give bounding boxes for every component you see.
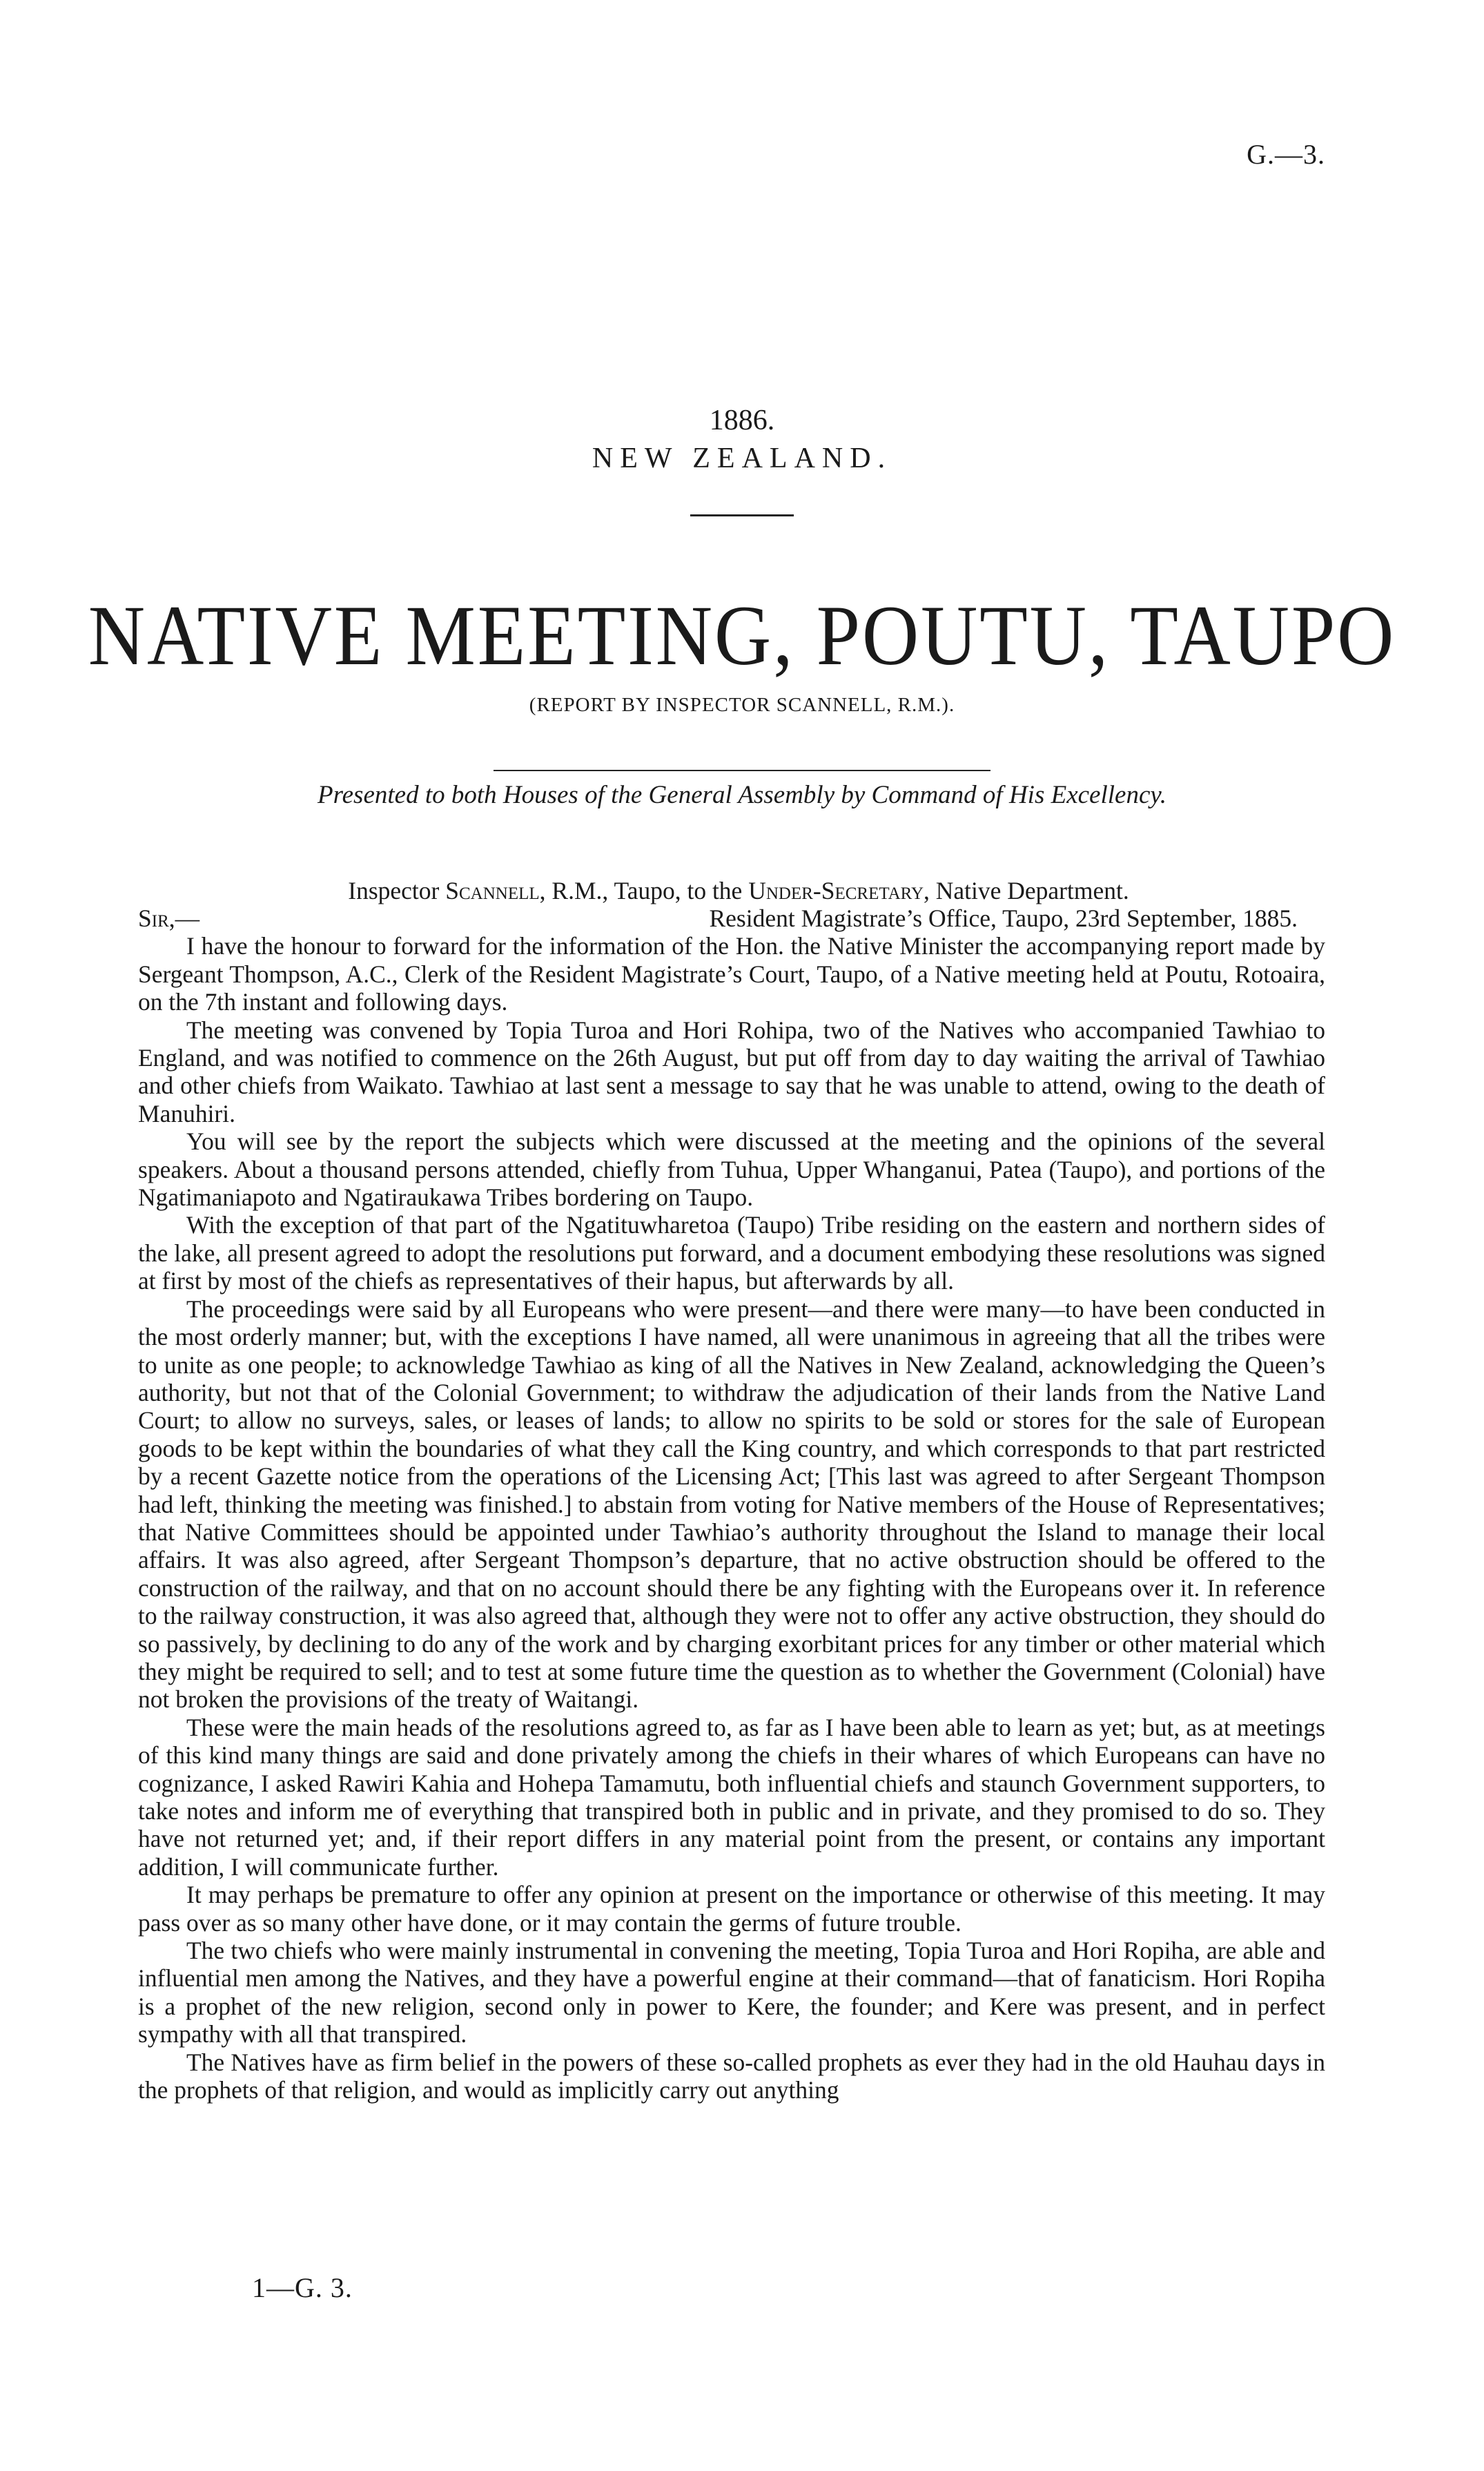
- page-signature: 1—G. 3.: [252, 2272, 353, 2303]
- salutation-line: [138, 904, 1325, 932]
- title-divider: [690, 514, 794, 516]
- address-name: Scannell: [445, 877, 540, 904]
- letter-office-date: Resident Magistrate’s Office, Taupo, 23rd September, 1885.: [709, 904, 1298, 933]
- paragraph: The Natives have as firm belief in the powers of these so-called prophets as ever they had in the old Hauhau days in the prophets of that religion, and would as implicitly carry out anything: [138, 2048, 1325, 2104]
- document-subtitle: (REPORT BY INSPECTOR SCANNELL, R.M.).: [529, 694, 955, 716]
- paragraph: The proceedings were said by all Europeans who were present—and there were many—to have been conducted in the most orderly manner; but, with the exceptions I have named, all were unanimous in agreeing that all the tribes were to unite as one people; to acknowledge Tawhiao as king of all the Natives in New Zealand, acknowledging the Queen’s authority, but not that of the Colonial Government; to withdraw the adjudication of their lands from the Native Land Court; to allow no surveys, sales, or leases of lands; to allow no spirits to be sold or stores for the sale of European goods to be kept within the boundaries of what they call the King country, and which corresponds to that part restricted by a recent Gazette notice from the operations of the Licensing Act; [This last was agreed to after Sergeant Thompson had left, thinking the meeting was finished.] to abstain from voting for Native members of the House of Representatives; that Native Committees should be appointed under Tawhiao’s authority throughout the Island to manage their local affairs. It was also agreed, after Sergeant Thompson’s departure, that no active obstruction should be offered to the construction of the railway, and that on no account should there be any fighting with the Europeans over it. In reference to the railway construction, it was also agreed that, although they were not to offer any active obstruction, they should do so passively, by declining to do any of the work and by charging exorbitant prices for any timber or other material which they might be required to sell; and to test at some future time the question as to whether the Government (Colonial) have not broken the provisions of the treaty of Waitangi.: [138, 1295, 1325, 1714]
- paragraph: The meeting was convened by Topia Turoa and Hori Rohipa, two of the Natives who accompanied Tawhiao to England, and was notified to commence on the 26th August, but put off from day to day waiting the arrival of Tawhiao and other chiefs from Waikato. Tawhiao at last sent a message to say that he was unable to attend, owing to the death of Manuhiri.: [138, 1016, 1325, 1127]
- address-to: Under-Secretary: [748, 877, 924, 904]
- paragraph: It may perhaps be premature to offer any opinion at present on the importance or otherwise of this meeting. It may pass over as so many other have done, or it may contain the germs of future trouble.: [138, 1881, 1325, 1937]
- presented-divider: [494, 770, 990, 771]
- presented-line: Presented to both Houses of the General Assembly by Command of His Excellency.: [318, 781, 1166, 809]
- document-country: NEW ZEALAND.: [592, 443, 892, 474]
- paragraph: With the exception of that part of the Ngatituwharetoa (Taupo) Tribe residing on the eastern and northern sides of the lake, all present agreed to adopt the resolutions put forward, and a document embodying these resolutions was signed at first by most of the chiefs as representatives of their hapus, but afterwards by all.: [138, 1211, 1325, 1295]
- address-mid: , R.M., Taupo, to the: [539, 877, 743, 904]
- paragraph: You will see by the report the subjects which were discussed at the meeting and the opinions of the several speakers. About a thousand persons attended, chiefly from Tuhua, Upper Whanganui, Patea (Taupo), and portions of the Ngatimaniapoto and Ngatiraukawa Tribes bordering on Taupo.: [138, 1127, 1325, 1212]
- paragraph: The two chiefs who were mainly instrumental in convening the meeting, Topia Turoa and Hori Ropiha, are able and influential men among the Natives, and they have a powerful engine at their command—that of fanaticism. Hori Ropiha is a prophet of the new religion, second only in power to Kere, the founder; and Kere was present, and in perfect sympathy with all that transpired.: [138, 1937, 1325, 2048]
- letter-body: [138, 877, 1325, 2104]
- address-dept: , Native Department.: [924, 877, 1129, 904]
- paragraph: I have the honour to forward for the information of the Hon. the Native Minister the accompanying report made by Sergeant Thompson, A.C., Clerk of the Resident Magistrate’s Court, Taupo, of a Native meeting held at Poutu, Rotoaira, on the 7th instant and following days.: [138, 932, 1325, 1016]
- document-year: 1886.: [709, 405, 775, 436]
- paragraph: These were the main heads of the resolutions agreed to, as far as I have been able to learn as yet; but, as at meetings of this kind many things are said and done privately among the chiefs in their whares of which Europeans can have no cognizance, I asked Rawiri Kahia and Hohepa Tamamutu, both influential chiefs and staunch Government supporters, to take notes and inform me of everything that transpired both in public and in private, and they promised to do so. They have not returned yet; and, if their report differs in any material point from the present, or contains any important addition, I will communicate further.: [138, 1713, 1325, 1881]
- letter-address: [138, 877, 1325, 904]
- document-title: NATIVE MEETING, POUTU, TAUPO: [88, 588, 1396, 683]
- address-from: Inspector: [348, 877, 440, 904]
- document-reference: G.—3.: [1247, 139, 1325, 170]
- salutation: Sir,—: [138, 904, 200, 933]
